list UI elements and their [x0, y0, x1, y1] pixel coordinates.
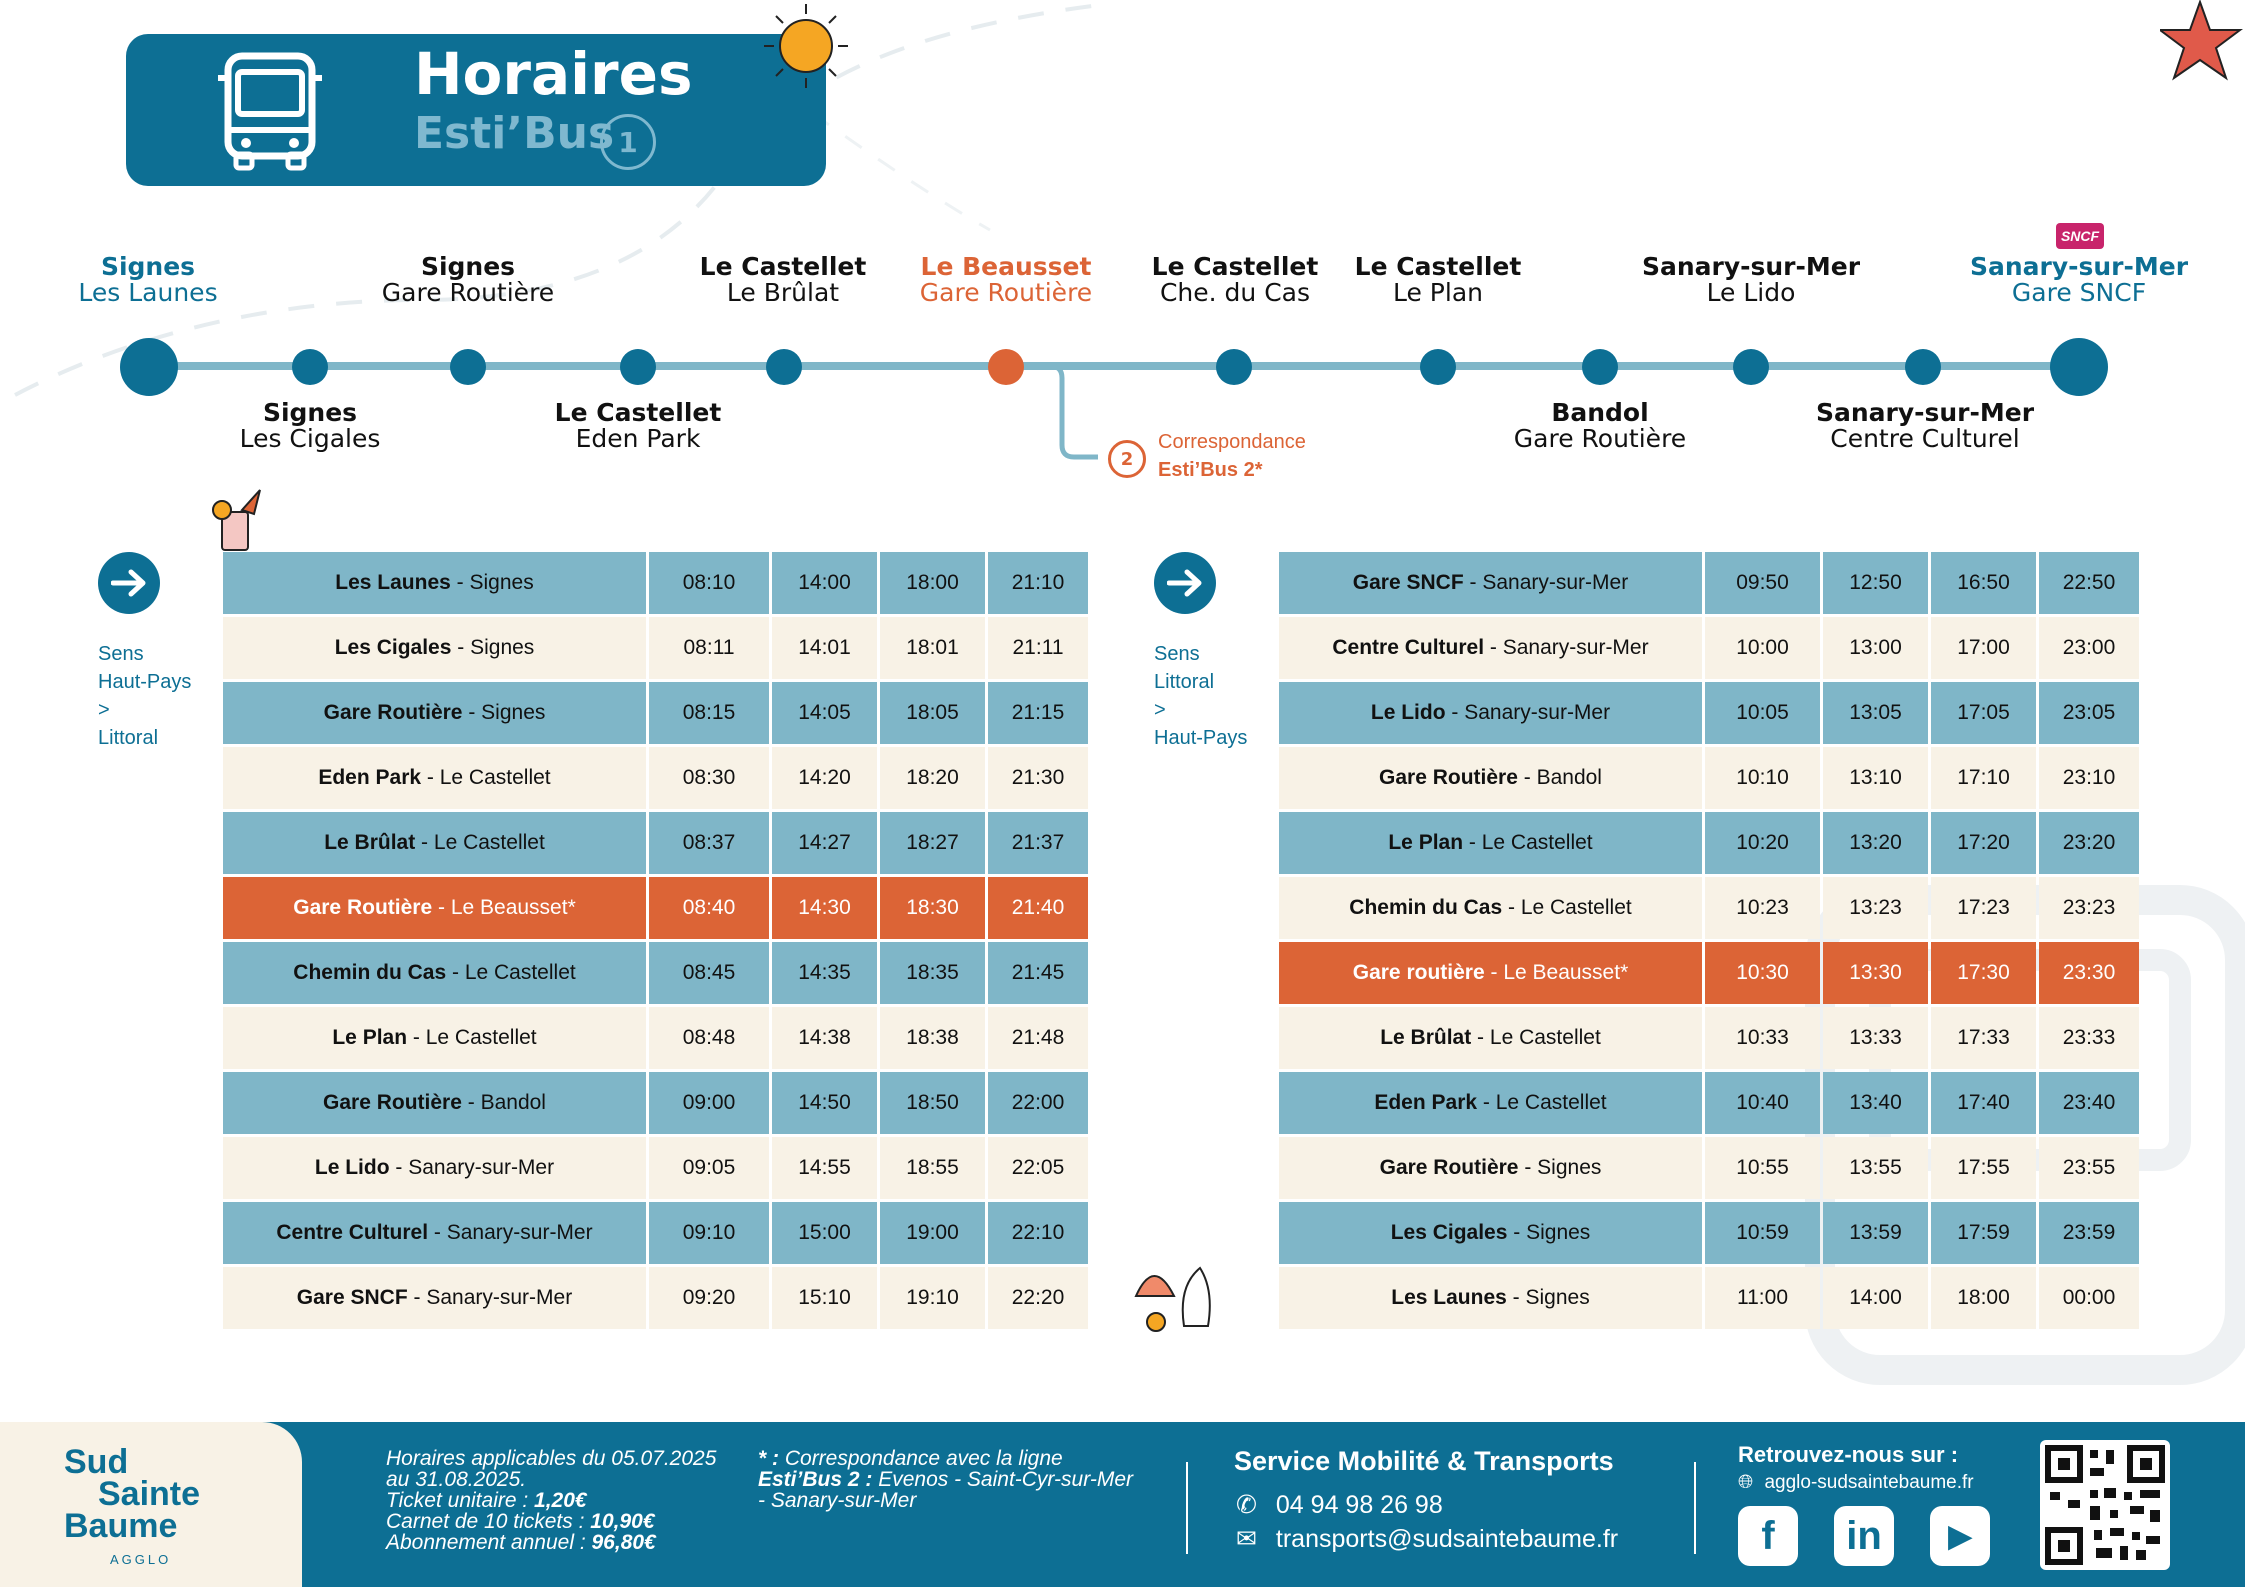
stop-name: Gare SNCF: [1352, 571, 1464, 594]
town-name: Le Castellet: [433, 831, 545, 854]
time-cell: 13:05: [1823, 682, 1928, 744]
timetable-haut-pays-littoral: [220, 549, 1091, 1332]
time-cell: 21:11: [988, 617, 1088, 679]
qr-code[interactable]: [2040, 1440, 2170, 1570]
stop-name: Les Launes: [335, 571, 451, 594]
table-row: [223, 812, 1088, 874]
time-cell: 17:33: [1931, 1007, 2036, 1069]
stop-dot: [450, 349, 486, 385]
time-cell: 23:10: [2039, 747, 2139, 809]
time-cell: 17:30: [1931, 942, 2036, 1004]
time-cell: 10:00: [1705, 617, 1820, 679]
time-cell: 14:00: [1823, 1267, 1928, 1329]
town-name: Le Castellet: [464, 961, 576, 984]
stop-name: Les Launes: [1391, 1286, 1507, 1309]
time-cell: 08:15: [649, 682, 769, 744]
town-name: Signes: [481, 701, 546, 724]
time-cell: 21:37: [988, 812, 1088, 874]
stop-dot-terminus-les-launes: [120, 338, 178, 396]
agglo-logo: Sud Sainte Baume AGGLO: [0, 1422, 302, 1587]
time-cell: 13:33: [1823, 1007, 1928, 1069]
phone-icon: ✆: [1236, 1491, 1257, 1519]
time-cell: 08:37: [649, 812, 769, 874]
stop-label: Sanary-sur-Mer Gare SNCF: [1969, 252, 2189, 307]
stop-name: Le Plan: [1388, 831, 1464, 854]
table-row: [223, 1007, 1088, 1069]
table-row: [1279, 747, 2139, 809]
youtube-icon[interactable]: ▶: [1930, 1506, 1990, 1566]
table-row: [1279, 1007, 2139, 1069]
stop-cell: Les Launes - Signes: [1279, 1267, 1702, 1329]
time-cell: 13:20: [1823, 812, 1928, 874]
stop-name: Centre Culturel: [1332, 636, 1485, 659]
stop-name: Le Lido: [1370, 701, 1446, 724]
stop-name: Eden Park: [318, 766, 422, 789]
direction-label: Sens Littoral > Haut-Pays: [1154, 643, 1248, 749]
stop-name: Centre Culturel: [276, 1221, 429, 1244]
page-title: Horaires: [414, 40, 693, 108]
table-row: [223, 682, 1088, 744]
table-row: [223, 942, 1088, 1004]
time-cell: 18:30: [880, 877, 985, 939]
stop-cell: Chemin du Cas - Le Castellet: [223, 942, 646, 1004]
time-cell: 17:59: [1931, 1202, 2036, 1264]
table-row: [1279, 1267, 2139, 1329]
table-row: [223, 552, 1088, 614]
correspondance-label: Correspondance Esti’Bus 2*: [1158, 431, 1306, 481]
town-name: Sanary-sur-Mer: [1502, 636, 1649, 659]
stop-cell: Gare SNCF - Sanary-sur-Mer: [1279, 552, 1702, 614]
time-cell: 10:23: [1705, 877, 1820, 939]
time-cell: 09:10: [649, 1202, 769, 1264]
starfish-icon: [2160, 0, 2245, 85]
stop-dot: [620, 349, 656, 385]
phone-number[interactable]: 04 94 98 26 98: [1275, 1491, 1443, 1519]
town-name: Sanary-sur-Mer: [1464, 701, 1611, 724]
time-cell: 08:30: [649, 747, 769, 809]
stop-cell: Chemin du Cas - Le Castellet: [1279, 877, 1702, 939]
time-cell: 21:45: [988, 942, 1088, 1004]
town-name: Le Castellet: [1489, 1026, 1601, 1049]
town-name: Le Beausset*: [450, 896, 576, 919]
time-cell: 14:05: [772, 682, 877, 744]
mail-icon: ✉: [1236, 1525, 1257, 1553]
stop-name: Le Brûlat: [1380, 1026, 1472, 1049]
time-cell: 14:38: [772, 1007, 877, 1069]
town-name: Le Beausset*: [1503, 961, 1629, 984]
stop-name: Les Cigales: [334, 636, 452, 659]
stop-cell: Le Plan - Le Castellet: [1279, 812, 1702, 874]
stop-dot: [1216, 349, 1252, 385]
time-cell: 17:00: [1931, 617, 2036, 679]
stop-dot-le-beausset: [988, 349, 1024, 385]
stop-label: Signes Gare Routière: [381, 252, 555, 307]
time-cell: 21:40: [988, 877, 1088, 939]
stop-name: Les Cigales: [1390, 1221, 1508, 1244]
town-name: Signes: [470, 636, 535, 659]
stop-label: Le Beausset Gare Routière: [919, 252, 1093, 307]
time-cell: 13:10: [1823, 747, 1928, 809]
email-row: [1236, 1524, 1618, 1554]
time-cell: 08:45: [649, 942, 769, 1004]
stop-name: Gare Routière: [323, 1091, 462, 1114]
time-cell: 09:00: [649, 1072, 769, 1134]
time-cell: 23:30: [2039, 942, 2139, 1004]
time-cell: 21:10: [988, 552, 1088, 614]
table-row: [223, 1267, 1088, 1329]
stop-label: Signes Les Launes: [78, 252, 218, 307]
time-cell: 22:50: [2039, 552, 2139, 614]
town-name: Le Castellet: [1481, 831, 1593, 854]
stop-label: Sanary-sur-Mer Centre Culturel: [1815, 398, 2035, 453]
sncf-logo: SNCF: [2056, 223, 2104, 249]
stop-label: Le Castellet Che. du Cas: [1151, 252, 1319, 307]
stop-dot: [1582, 349, 1618, 385]
time-cell: 13:55: [1823, 1137, 1928, 1199]
stop-name: Chemin du Cas: [293, 961, 447, 984]
direction-arrow-icon: [98, 552, 160, 614]
time-cell: 18:35: [880, 942, 985, 1004]
stop-cell: Les Cigales - Signes: [223, 617, 646, 679]
stop-label: Le Castellet Eden Park: [554, 398, 722, 453]
time-cell: 10:40: [1705, 1072, 1820, 1134]
town-name: Le Castellet: [439, 766, 551, 789]
table-row: [1279, 942, 2139, 1004]
table-row: [1279, 1072, 2139, 1134]
time-cell: 18:55: [880, 1137, 985, 1199]
time-cell: 14:35: [772, 942, 877, 1004]
stop-cell: Centre Culturel - Sanary-sur-Mer: [1279, 617, 1702, 679]
time-cell: 19:10: [880, 1267, 985, 1329]
time-cell: 13:23: [1823, 877, 1928, 939]
time-cell: 13:40: [1823, 1072, 1928, 1134]
time-cell: 10:30: [1705, 942, 1820, 1004]
stop-name: Gare Routière: [323, 701, 463, 724]
time-cell: 21:15: [988, 682, 1088, 744]
time-cell: 00:00: [2039, 1267, 2139, 1329]
time-cell: 15:10: [772, 1267, 877, 1329]
stop-name: Chemin du Cas: [1349, 896, 1503, 919]
table-row: [223, 1137, 1088, 1199]
time-cell: 17:05: [1931, 682, 2036, 744]
time-cell: 15:00: [772, 1202, 877, 1264]
stop-name: Le Brûlat: [324, 831, 416, 854]
stop-cell: Le Plan - Le Castellet: [223, 1007, 646, 1069]
time-cell: 18:05: [880, 682, 985, 744]
stop-dot: [1733, 349, 1769, 385]
stop-cell: Gare Routière - Le Beausset*: [223, 877, 646, 939]
direction-label: Sens Haut-Pays > Littoral: [98, 643, 192, 749]
bus-icon: [208, 50, 332, 174]
time-cell: 23:55: [2039, 1137, 2139, 1199]
divider: [1186, 1462, 1188, 1554]
town-name: Sanary-sur-Mer: [1482, 571, 1629, 594]
stop-dot: [292, 349, 328, 385]
stop-cell: Eden Park - Le Castellet: [1279, 1072, 1702, 1134]
website-row: [1738, 1472, 1974, 1494]
stop-dot: [1905, 349, 1941, 385]
stop-name: Gare Routière: [293, 896, 433, 919]
cocktail-icon: [208, 486, 268, 556]
time-cell: 09:05: [649, 1137, 769, 1199]
time-cell: 22:20: [988, 1267, 1088, 1329]
table-row: [223, 877, 1088, 939]
time-cell: 10:55: [1705, 1137, 1820, 1199]
time-cell: 19:00: [880, 1202, 985, 1264]
validity-info: Horaires applicables du 05.07.2025 au 31.08.2025. Ticket unitaire : 1,20€ Carnet de 10 tickets : 10,90€ Abonnement annuel : 96,80€: [386, 1447, 717, 1554]
table-row: [1279, 1137, 2139, 1199]
stop-name: Gare SNCF: [296, 1286, 408, 1309]
time-cell: 22:00: [988, 1072, 1088, 1134]
stop-name: Gare Routière: [1379, 766, 1518, 789]
linkedin-icon[interactable]: in: [1834, 1506, 1894, 1566]
stop-label: Le Castellet Le Brûlat: [699, 252, 867, 307]
time-cell: 14:00: [772, 552, 877, 614]
stop-name: Le Plan: [332, 1026, 408, 1049]
time-cell: 17:10: [1931, 747, 2036, 809]
seashell-icon: [1130, 1256, 1222, 1336]
stop-cell: Les Cigales - Signes: [1279, 1202, 1702, 1264]
town-name: Signes: [1526, 1221, 1591, 1244]
time-cell: 09:50: [1705, 552, 1820, 614]
time-cell: 17:55: [1931, 1137, 2036, 1199]
time-cell: 10:05: [1705, 682, 1820, 744]
stop-name: Gare routière: [1352, 961, 1485, 984]
time-cell: 18:27: [880, 812, 985, 874]
table-row: [1279, 1202, 2139, 1264]
time-cell: 23:23: [2039, 877, 2139, 939]
stop-name: Gare Routière: [1379, 1156, 1519, 1179]
stop-cell: Gare Routière - Bandol: [1279, 747, 1702, 809]
correspondance-badge: 2: [1108, 440, 1146, 478]
website-link[interactable]: agglo-sudsaintebaume.fr: [1764, 1472, 1974, 1493]
time-cell: 18:01: [880, 617, 985, 679]
time-cell: 23:40: [2039, 1072, 2139, 1134]
time-cell: 18:20: [880, 747, 985, 809]
stop-cell: Eden Park - Le Castellet: [223, 747, 646, 809]
stop-cell: Gare Routière - Signes: [223, 682, 646, 744]
stop-name: Eden Park: [1374, 1091, 1478, 1114]
stop-dot: [1420, 349, 1456, 385]
time-cell: 14:27: [772, 812, 877, 874]
time-cell: 08:10: [649, 552, 769, 614]
time-cell: 09:20: [649, 1267, 769, 1329]
time-cell: 21:48: [988, 1007, 1088, 1069]
stop-cell: Le Brûlat - Le Castellet: [223, 812, 646, 874]
time-cell: 08:48: [649, 1007, 769, 1069]
town-name: Sanary-sur-Mer: [426, 1286, 573, 1309]
time-cell: 14:55: [772, 1137, 877, 1199]
line-number-badge: 1: [600, 114, 656, 170]
time-cell: 23:05: [2039, 682, 2139, 744]
stop-cell: Gare Routière - Bandol: [223, 1072, 646, 1134]
stop-name: Le Lido: [314, 1156, 390, 1179]
time-cell: 17:20: [1931, 812, 2036, 874]
time-cell: 10:59: [1705, 1202, 1820, 1264]
time-cell: 10:20: [1705, 812, 1820, 874]
town-name: Signes: [1525, 1286, 1590, 1309]
globe-icon: 🌐︎: [1738, 1472, 1754, 1493]
table-row: [1279, 877, 2139, 939]
time-cell: 13:59: [1823, 1202, 1928, 1264]
town-name: Signes: [469, 571, 534, 594]
time-cell: 17:40: [1931, 1072, 2036, 1134]
correspondance-note: * : Correspondance avec la ligne Esti’Bus 2 : Evenos - Saint-Cyr-sur-Mer - Sanary-sur-Mer: [758, 1447, 1133, 1512]
time-cell: 08:11: [649, 617, 769, 679]
time-cell: 14:30: [772, 877, 877, 939]
time-cell: 14:50: [772, 1072, 877, 1134]
time-cell: 23:33: [2039, 1007, 2139, 1069]
town-name: Le Castellet: [1520, 896, 1632, 919]
direction-arrow-icon: [1154, 552, 1216, 614]
stop-cell: Gare routière - Le Beausset*: [1279, 942, 1702, 1004]
town-name: Signes: [1537, 1156, 1602, 1179]
facebook-icon[interactable]: f: [1738, 1506, 1798, 1566]
time-cell: 08:40: [649, 877, 769, 939]
email-link[interactable]: transports@sudsaintebaume.fr: [1275, 1525, 1619, 1553]
table-row: [223, 617, 1088, 679]
time-cell: 22:05: [988, 1137, 1088, 1199]
time-cell: 13:30: [1823, 942, 1928, 1004]
time-cell: 12:50: [1823, 552, 1928, 614]
stop-label: Sanary-sur-Mer Le Lido: [1641, 252, 1861, 307]
town-name: Bandol: [480, 1091, 546, 1114]
stop-dot-terminus-gare-sncf: [2050, 338, 2108, 396]
service-title: Service Mobilité & Transports: [1234, 1446, 1614, 1476]
table-row: [223, 747, 1088, 809]
town-name: Sanary-sur-Mer: [446, 1221, 593, 1244]
stop-dot: [766, 349, 802, 385]
stop-cell: Le Lido - Sanary-sur-Mer: [223, 1137, 646, 1199]
find-us-label: Retrouvez-nous sur :: [1738, 1442, 1959, 1467]
divider: [1694, 1462, 1696, 1554]
time-cell: 10:33: [1705, 1007, 1820, 1069]
town-name: Le Castellet: [425, 1026, 537, 1049]
time-cell: 11:00: [1705, 1267, 1820, 1329]
time-cell: 18:00: [880, 552, 985, 614]
time-cell: 23:00: [2039, 617, 2139, 679]
time-cell: 10:10: [1705, 747, 1820, 809]
town-name: Bandol: [1536, 766, 1602, 789]
time-cell: 18:50: [880, 1072, 985, 1134]
stop-cell: Le Brûlat - Le Castellet: [1279, 1007, 1702, 1069]
page-subtitle: Esti’Bus: [414, 108, 615, 159]
timetable-littoral-haut-pays: [1276, 549, 2142, 1332]
stop-label: Signes Les Cigales: [239, 398, 381, 453]
time-cell: 14:20: [772, 747, 877, 809]
time-cell: 18:38: [880, 1007, 985, 1069]
time-cell: 14:01: [772, 617, 877, 679]
town-name: Sanary-sur-Mer: [408, 1156, 555, 1179]
time-cell: 23:20: [2039, 812, 2139, 874]
stop-cell: Centre Culturel - Sanary-sur-Mer: [223, 1202, 646, 1264]
stop-cell: Gare SNCF - Sanary-sur-Mer: [223, 1267, 646, 1329]
time-cell: 18:00: [1931, 1267, 2036, 1329]
time-cell: 13:00: [1823, 617, 1928, 679]
phone-row: [1236, 1490, 1443, 1520]
table-row: [1279, 682, 2139, 744]
time-cell: 17:23: [1931, 877, 2036, 939]
town-name: Le Castellet: [1495, 1091, 1607, 1114]
table-row: [223, 1202, 1088, 1264]
table-row: [1279, 552, 2139, 614]
stop-cell: Le Lido - Sanary-sur-Mer: [1279, 682, 1702, 744]
table-row: [223, 1072, 1088, 1134]
time-cell: 21:30: [988, 747, 1088, 809]
stop-label: Le Castellet Le Plan: [1354, 252, 1522, 307]
time-cell: 16:50: [1931, 552, 2036, 614]
sun-icon: [756, 0, 856, 100]
stop-cell: Gare Routière - Signes: [1279, 1137, 1702, 1199]
table-row: [1279, 617, 2139, 679]
stop-label: Bandol Gare Routière: [1513, 398, 1687, 453]
time-cell: 22:10: [988, 1202, 1088, 1264]
stop-cell: Les Launes - Signes: [223, 552, 646, 614]
table-row: [1279, 812, 2139, 874]
time-cell: 23:59: [2039, 1202, 2139, 1264]
